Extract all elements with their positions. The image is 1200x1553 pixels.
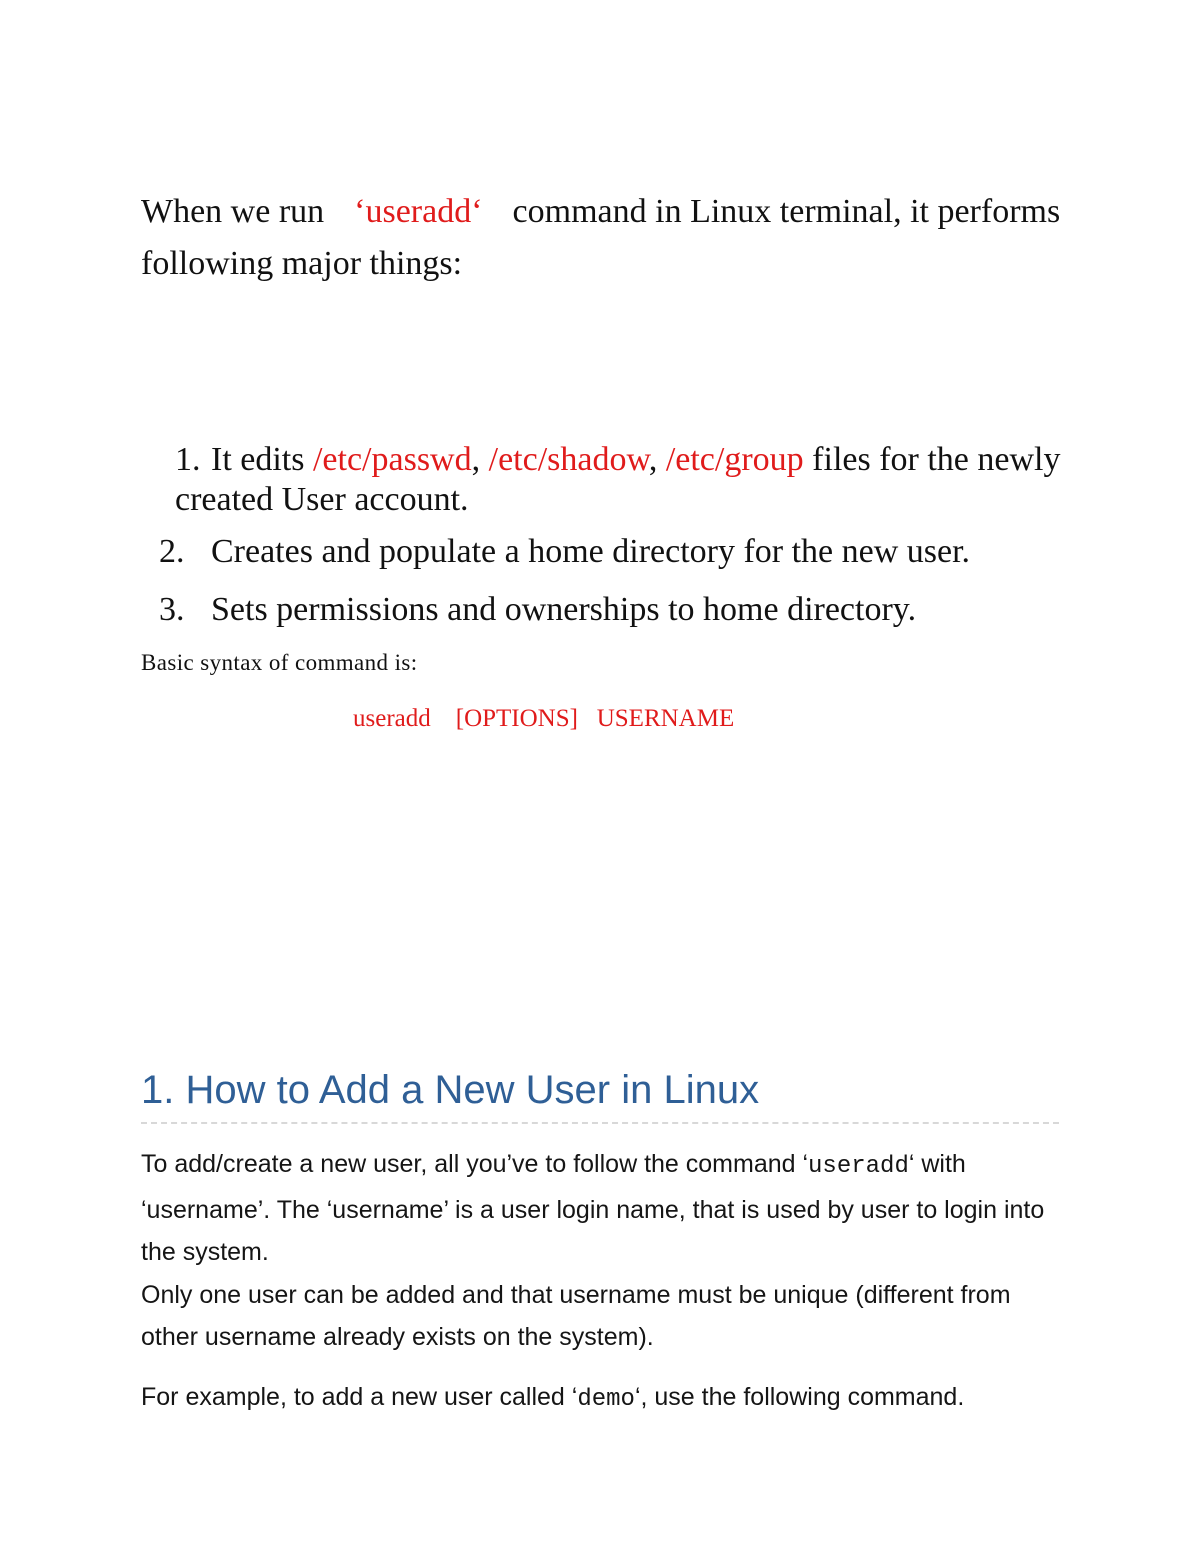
example-paragraph <box>141 1376 1071 1422</box>
syntax-label: Basic syntax of command is: <box>141 650 418 675</box>
section-heading: 1. How to Add a New User in Linux <box>141 1064 1059 1124</box>
paragraph-text: For example, to add a new user called ‘ <box>141 1383 578 1411</box>
list-item <box>141 584 1071 636</box>
list-number: 2. <box>159 533 185 570</box>
intro-command: ‘useradd‘ <box>354 193 483 230</box>
list-number: 3. <box>159 591 185 628</box>
intro-text-after: command in Linux terminal, it performs following major things: <box>141 193 1061 282</box>
list-item <box>141 526 1071 578</box>
list-text: files for the newly created User account. <box>175 441 1061 518</box>
list-separator: , <box>471 441 489 478</box>
inline-command: useradd <box>808 1153 909 1180</box>
section-paragraph <box>141 1143 1071 1359</box>
list-number: 1. <box>175 441 201 478</box>
numbered-list <box>141 440 1071 636</box>
file-passwd: /etc/passwd <box>312 441 472 478</box>
file-shadow: /etc/shadow <box>488 441 649 478</box>
inline-command: demo <box>577 1386 635 1413</box>
intro-text-before: When we run <box>141 193 325 230</box>
file-group: /etc/group <box>665 441 804 478</box>
list-text: It edits <box>211 441 313 478</box>
list-separator: , <box>648 441 666 478</box>
paragraph-text: ‘, use the following command. <box>634 1383 965 1411</box>
paragraph-text: Only one user can be added and that username must be unique (different from other username already exists on the system). <box>141 1280 1011 1351</box>
paragraph-text: To add/create a new user, all you’ve to follow the command ‘ <box>141 1150 809 1178</box>
intro-paragraph <box>141 186 1071 290</box>
list-text: Sets permissions and ownerships to home directory. <box>211 591 917 628</box>
paragraph-text: ‘ with ‘username’. The ‘username’ is a user login name, that is used by user to login into the system. <box>141 1150 1045 1266</box>
list-text: Creates and populate a home directory for the new user. <box>211 533 971 570</box>
list-item <box>141 440 1071 520</box>
syntax-command: useradd [OPTIONS] USERNAME <box>353 705 735 732</box>
